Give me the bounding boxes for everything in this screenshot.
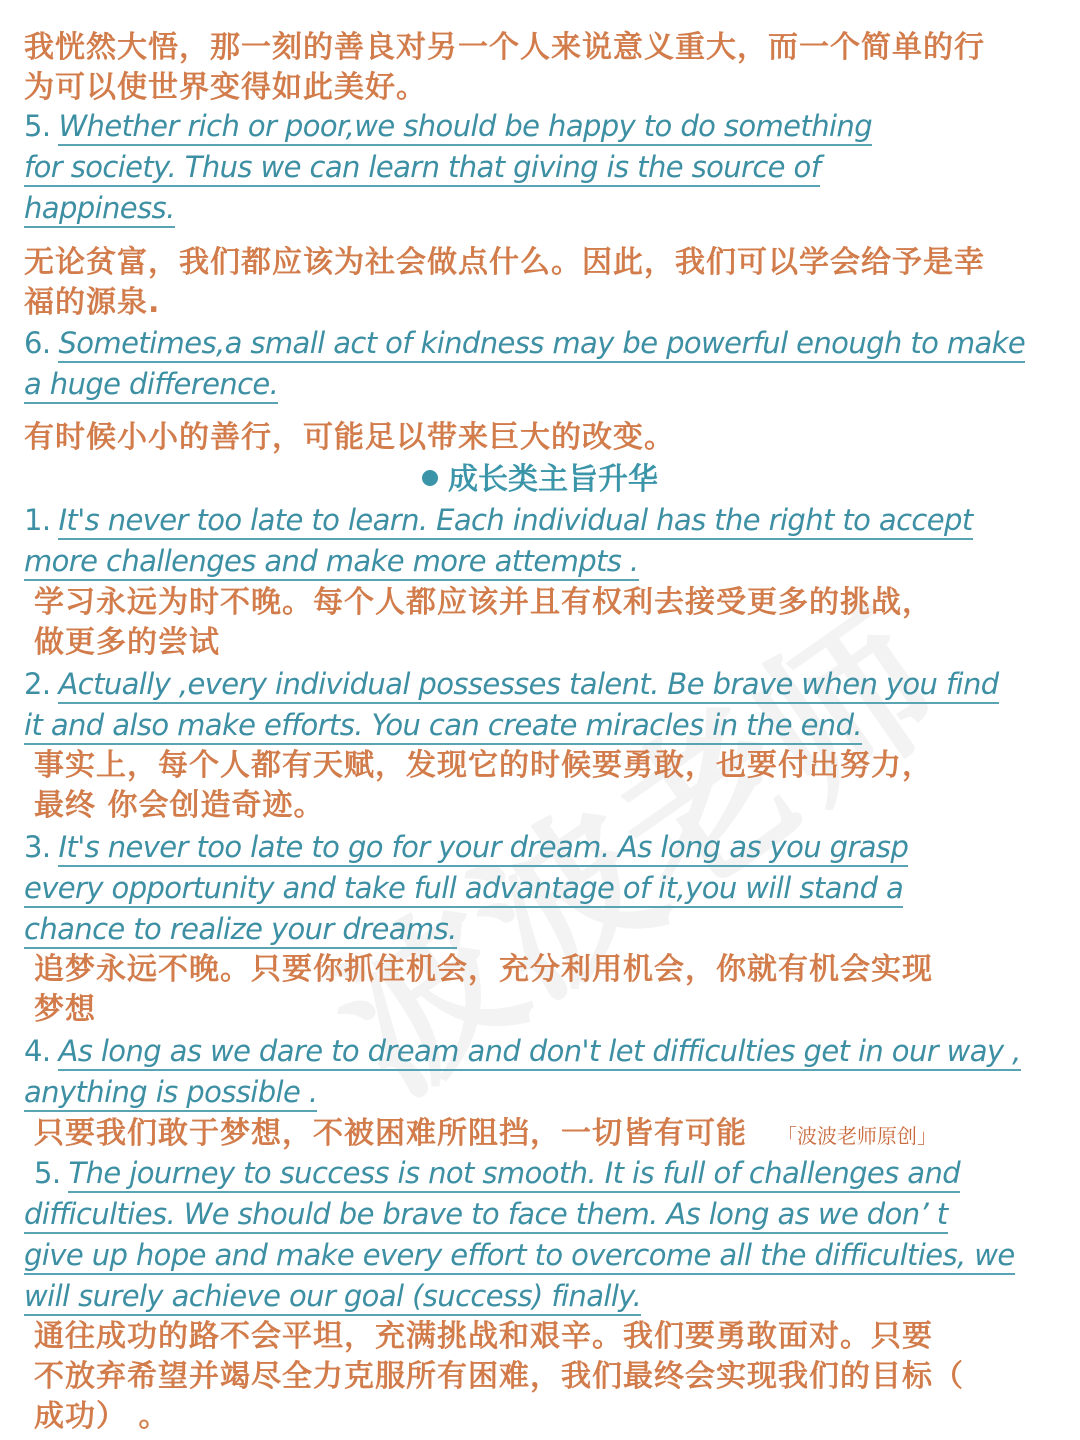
section-heading	[0, 460, 1080, 500]
en-text: Sometimes,a small act of kindness may be powerful enough to make	[58, 326, 1025, 363]
en-sentence-line	[24, 147, 820, 188]
en-text: give up hope and make every effort to overcome all the difficulties, we	[24, 1238, 1015, 1275]
en-sentence-line	[24, 1276, 641, 1317]
zh-line: 不放弃希望并竭尽全力克服所有困难，我们最终会实现我们的目标（	[34, 1359, 964, 1394]
zh-line: 福的源泉.	[24, 285, 161, 320]
en-text: anything is possible .	[24, 1075, 317, 1112]
en-sentence-line	[24, 364, 278, 405]
en-sentence-line	[24, 705, 862, 746]
en-sentence-line	[24, 500, 973, 541]
en-text: Whether rich or poor,we should be happy to do something	[58, 109, 872, 146]
zh-line: 学习永远为时不晚。每个人都应该并且有权利去接受更多的挑战，	[34, 585, 933, 620]
item-number: 5.	[34, 1156, 61, 1190]
zh-line: 为可以使世界变得如此美好。	[24, 70, 427, 105]
zh-line: 事实上，每个人都有天赋，发现它的时候要勇敢，也要付出努力，	[34, 748, 933, 783]
en-sentence-line	[24, 1072, 317, 1113]
zh-line: 最终 你会创造奇迹。	[34, 788, 325, 823]
zh-line: 追梦永远不晚。只要你抓住机会，充分利用机会，你就有机会实现	[34, 952, 933, 987]
en-text: happiness.	[24, 191, 175, 228]
en-text: It's never too late to learn. Each individual has the right to accept	[58, 503, 972, 540]
item-number: 2.	[24, 667, 51, 701]
bullet-dot-icon	[422, 470, 438, 486]
zh-line: 成功） 。	[34, 1399, 170, 1434]
item-number: 1.	[24, 503, 51, 537]
en-sentence-line	[24, 909, 457, 950]
en-sentence-line	[24, 323, 1025, 364]
en-text: every opportunity and take full advantage of it,you will stand a	[24, 871, 903, 908]
zh-text: 只要我们敢于梦想，不被困难所阻挡，一切皆有可能	[34, 1116, 747, 1151]
en-sentence-line	[24, 827, 908, 868]
en-text: difficulties. We should be brave to face them. As long as we don’ t	[24, 1197, 948, 1234]
author-tag: 「波波老师原创」	[777, 1124, 937, 1148]
en-text: Actually ,every individual possesses talent. Be brave when you find	[58, 667, 998, 704]
zh-line: 做更多的尝试	[34, 625, 220, 660]
en-sentence-line	[34, 1153, 960, 1194]
en-text: The journey to success is not smooth. It is full of challenges and	[68, 1156, 960, 1193]
en-text: more challenges and make more attempts .	[24, 544, 639, 581]
zh-line: 我恍然大悟，那一刻的善良对另一个人来说意义重大，而一个简单的行	[24, 30, 985, 65]
zh-line: 通往成功的路不会平坦，充满挑战和艰辛。我们要勇敢面对。只要	[34, 1319, 933, 1354]
en-text: It's never too late to go for your dream. As long as you grasp	[58, 830, 908, 867]
en-sentence-line	[24, 1194, 948, 1235]
zh-line	[34, 1114, 937, 1156]
en-text: it and also make efforts. You can create miracles in the end.	[24, 708, 862, 745]
en-sentence-line	[24, 106, 872, 147]
zh-line: 梦想	[34, 992, 96, 1027]
en-text: chance to realize your dreams.	[24, 912, 457, 949]
en-sentence-line	[24, 664, 999, 705]
item-number: 6.	[24, 326, 51, 360]
item-number: 5.	[24, 109, 51, 143]
en-text: will surely achieve our goal (success) finally.	[24, 1279, 641, 1316]
en-text: for society. Thus we can learn that giving is the source of	[24, 150, 820, 187]
en-sentence-line	[24, 1235, 1015, 1276]
en-sentence-line	[24, 868, 903, 909]
zh-line: 有时候小小的善行，可能足以带来巨大的改变。	[24, 420, 675, 455]
section-heading-text: 成长类主旨升华	[448, 462, 658, 497]
item-number: 3.	[24, 830, 51, 864]
en-sentence-line	[24, 541, 639, 582]
en-text: As long as we dare to dream and don't let difficulties get in our way ,	[58, 1034, 1020, 1071]
en-sentence-line	[24, 1031, 1021, 1072]
item-number: 4.	[24, 1034, 51, 1068]
en-text: a huge difference.	[24, 367, 278, 404]
zh-line: 无论贫富，我们都应该为社会做点什么。因此，我们可以学会给予是幸	[24, 245, 985, 280]
en-sentence-line	[24, 188, 175, 229]
